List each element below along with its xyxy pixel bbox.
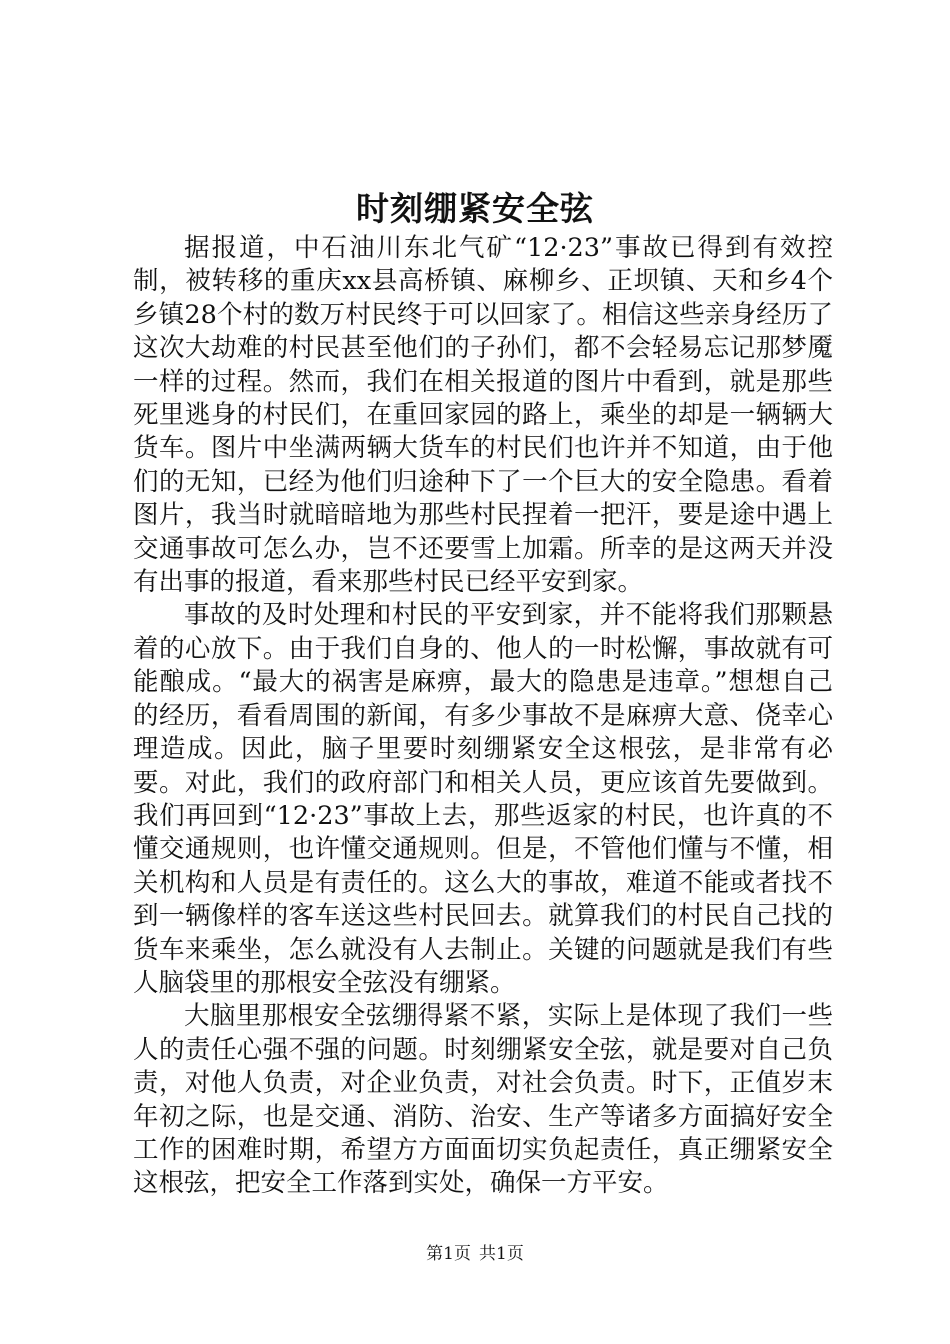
page-footer — [0, 1242, 950, 1266]
paragraph-1: 据报道，中石油川东北气矿“12·23”事故已得到有效控制，被转移的重庆xx县高桥镇、麻柳乡、正坝镇、天和乡4个乡镇28个村的数万村民终于可以回家了。相信这些亲身经历了这次大劫难的村民甚至他们的子孙们，都不会轻易忘记那梦魇一样的过程。然而，我们在相关报道的图片中看到，就是那些死里逃身的村民们，在重回家园的路上，乘坐的却是一辆辆大货车。图片中坐满两辆大货车的村民们也许并不知道，由于他们的无知，已经为他们归途种下了一个巨大的安全隐患。看着图片，我当时就暗暗地为那些村民捏着一把汗，要是途中遇上交通事故可怎么办，岂不还要雪上加霜。所幸的是这两天并没有出事的报道，看来那些村民已经平安到家。 — [133, 233, 833, 598]
document-title: 时刻绷紧安全弦 — [356, 189, 594, 228]
page-number: 第1页 — [426, 1244, 471, 1264]
paragraph-3: 大脑里那根安全弦绷得紧不紧，实际上是体现了我们一些人的责任心强不强的问题。时刻绷紧安全弦，就是要对自己负责，对他人负责，对企业负责，对社会负责。时下，正值岁末年初之际，也是交通、消防、治安、生产等诸多方面搞好安全工作的困难时期，希望方方面面切实负起责任，真正绷紧安全这根弦，把安全工作落到实处，确保一方平安。 — [133, 1001, 833, 1199]
page-total: 共1页 — [479, 1244, 524, 1264]
document-body — [133, 232, 833, 1201]
paragraph-2: 事故的及时处理和村民的平安到家，并不能将我们那颗悬着的心放下。由于我们自身的、他人的一时松懈，事故就有可能酿成。“最大的祸害是麻痹，最大的隐患是违章。”想想自己的经历，看看周围的新闻，有多少事故不是麻痹大意、侥幸心理造成。因此，脑子里要时刻绷紧安全这根弦，是非常有必要。对此，我们的政府部门和相关人员，更应该首先要做到。我们再回到“12·23”事故上去，那些返家的村民，也许真的不懂交通规则，也许懂交通规则。但是，不管他们懂与不懂，相关机构和人员是有责任的。这么大的事故，难道不能或者找不到一辆像样的客车送这些村民回去。就算我们的村民自己找的货车来乘坐，怎么就没有人去制止。关键的问题就是我们有些人脑袋里的那根安全弦没有绷紧。 — [133, 600, 833, 998]
